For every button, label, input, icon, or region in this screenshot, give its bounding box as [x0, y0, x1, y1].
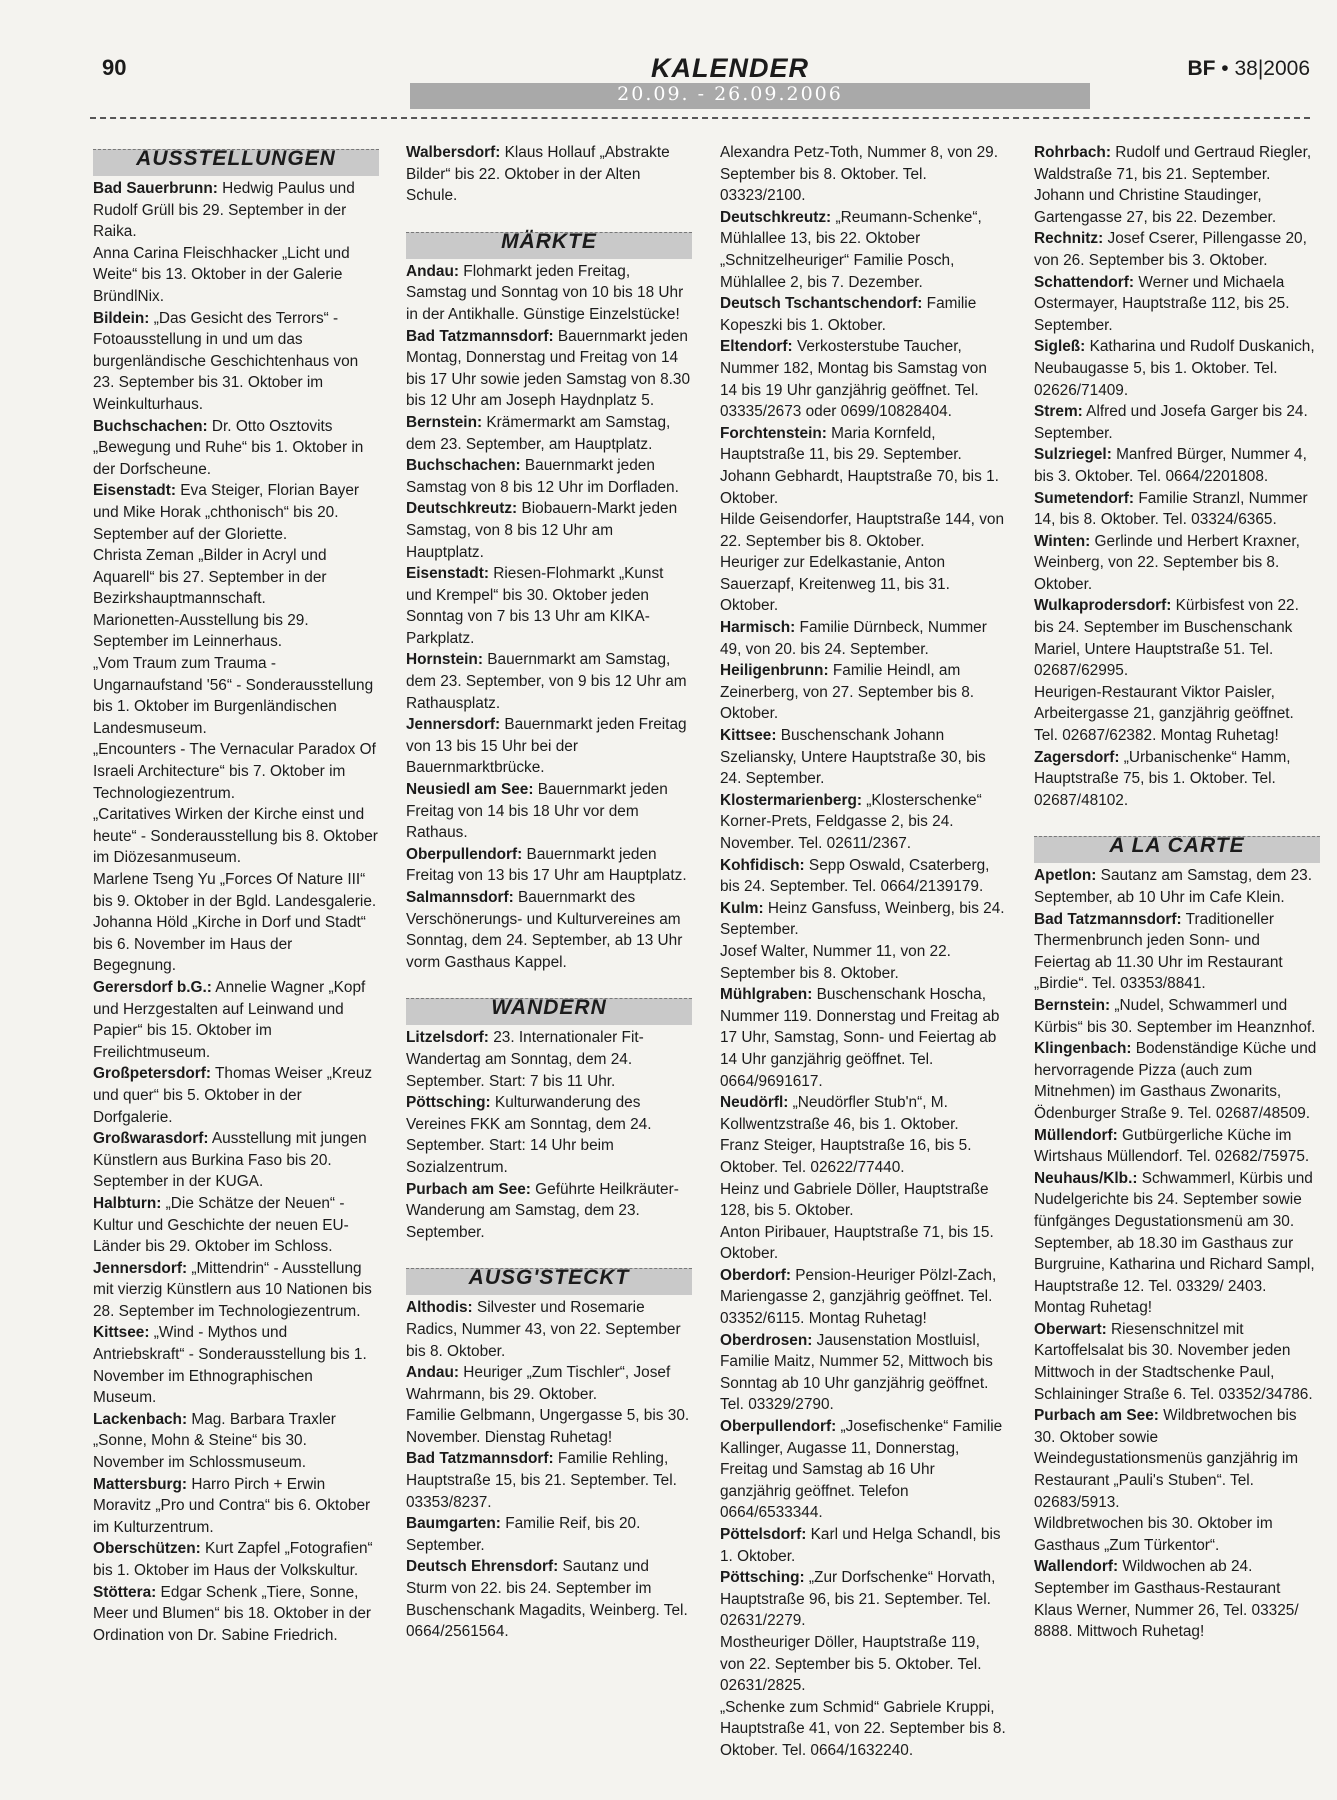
entry: Anton Piribauer, Hauptstraße 71, bis 15. Oktober. — [720, 1223, 994, 1263]
entry: Gerersdorf b.G.: Annelie Wagner „Kopf und Herzgestalten auf Leinwand und Papier“ bis 15. Oktober im Freilichtmuseum. — [93, 978, 366, 1061]
entry: Neusiedl am See: Bauernmarkt jeden Freitag von 14 bis 18 Uhr vor dem Rathaus. — [406, 781, 668, 842]
entry: Purbach am See: Wildbretwochen bis 30. Oktober sowie Weindegustationsmenüs ganzjährig im Restaurant „Pauli's Stuben“. Tel. 02683/5913. — [1034, 1407, 1299, 1511]
entry: „Encounters - The Vernacular Paradox Of Israeli Architecture“ bis 7. Oktober im Technologiezentrum. — [93, 741, 376, 802]
entry: Deutsch Tschantschendorf: Familie Kopeszki bis 1. Oktober. — [720, 295, 977, 334]
entry: Buchschachen: Bauernmarkt jeden Samstag von 8 bis 12 Uhr im Dorfladen. — [406, 457, 679, 496]
entry: Jennersdorf: „Mittendrin“ - Ausstellung mit vierzig Künstlern aus 10 Nationen bis 28. September im Technologiezentrum. — [93, 1259, 372, 1320]
entry: Christa Zeman „Bilder in Acryl und Aquarell“ bis 27. September in der Bezirkshauptmannschaft. — [93, 547, 327, 608]
entry: Stöttera: Edgar Schenk „Tiere, Sonne, Meer und Blumen“ bis 18. Oktober in der Ordination von Dr. Sabine Friedrich. — [93, 1583, 372, 1644]
page-header — [90, 55, 1310, 117]
entry: Deutschkreutz: „Reumann-Schenke“, Mühlallee 13, bis 22. Oktober — [720, 208, 982, 248]
entry: „Vom Traum zum Trauma - Ungarnaufstand '56“ - Sonderausstellung bis 1. Oktober im Burgenländischen Landesmuseum. — [93, 655, 374, 737]
entry: Oberdrosen: Jausenstation Mostluisl, Familie Maitz, Nummer 52, Mittwoch bis Sonntag ab 10 Uhr ganzjährig geöffnet. Tel. 03329/2790. — [720, 1331, 993, 1414]
entry: Andau: Flohmarkt jeden Freitag, Samstag und Sonntag von 10 bis 18 Uhr in der Antikhalle. Günstige Einzelstücke! — [406, 262, 684, 323]
entry: Neuhaus/Klb.: Schwammerl, Kürbis und Nudelgerichte bis 24. September sowie fünfgänges Degustationsmenü am 30. September, ab 18.30 im Gasthaus zur Burgruine, Katharina und Richard Sampl, Hauptstraße 12. Tel. 03329/ 2403. Montag Ruhetag! — [1034, 1169, 1315, 1317]
entry: Purbach am See: Geführte Heilkräuter-Wanderung am Samstag, dem 23. September. — [406, 1180, 679, 1241]
entry: Wildbretwochen bis 30. Oktober im Gasthaus „Zum Türkentor“. — [1034, 1515, 1273, 1554]
entry: Oberdorf: Pension-Heuriger Pölzl-Zach, Mariengasse 2, ganzjährig geöffnet. Tel. 03352/6115. Montag Ruhetag! — [720, 1266, 997, 1328]
entry: „Schnitzelheuriger“ Familie Posch, Mühlallee 2, bis 7. Dezember. — [720, 251, 955, 291]
entry: Sigleß: Katharina und Rudolf Duskanich, Neubaugasse 5, bis 1. Oktober. Tel. 02626/71409. — [1034, 338, 1315, 399]
entry: Bad Tatzmannsdorf: Traditioneller Thermenbrunch jeden Sonn- und Feiertag ab 11.30 Uhr im Restaurant „Birdie“. Tel. 03353/8841. — [1034, 910, 1283, 993]
entry: Großwarasdorf: Ausstellung mit jungen Künstlern aus Burkina Faso bis 20. September in der KUGA. — [93, 1130, 367, 1191]
entry: Pöttsching: Kulturwanderung des Vereines FKK am Sonntag, dem 24. September. Start: 14 Uhr beim Sozialzentrum. — [406, 1094, 652, 1176]
entry: Wulkaprodersdorf: Kürbisfest von 22. bis 24. September im Buschenschank Mariel, Untere Hauptstraße 51. Tel. 02687/62995. — [1034, 597, 1299, 680]
entry: Johann Gebhardt, Hauptstraße 70, bis 1. Oktober. — [720, 467, 999, 507]
entry: Salmannsdorf: Bauernmarkt des Verschönerungs- und Kulturvereines am Sonntag, dem 24. September, ab 13 Uhr vorm Gasthaus Kappel. — [406, 889, 683, 971]
entry: Litzelsdorf: 23. Internationaler Fit-Wandertag am Sonntag, dem 24. September. Start: 7 bis 11 Uhr. — [406, 1029, 644, 1090]
entry: Pöttsching: „Zur Dorfschenke“ Horvath, Hauptstraße 96, bis 21. September. Tel. 02631/2279. — [720, 1569, 996, 1630]
entry: Mattersburg: Harro Pirch + Erwin Moravitz „Pro und Contra“ bis 6. Oktober im Kulturzentrum. — [93, 1475, 371, 1536]
section-header-wandern: WANDERN — [406, 991, 692, 1025]
entry: Klingenbach: Bodenständige Küche und hervorragende Pizza (auch zum Mitnehmen) im Gasthaus Zwonarits, Ödenburger Straße 9. Tel. 02687/48509. — [1034, 1040, 1317, 1122]
entry: Buchschachen: Dr. Otto Osztovits „Bewegung und Ruhe“ bis 1. Oktober in der Dorfscheune. — [93, 417, 364, 478]
entry: Marlene Tseng Yu „Forces Of Nature III“ bis 9. Oktober in der Bgld. Landesgalerie. — [93, 871, 377, 910]
entry: Andau: Heuriger „Zum Tischler“, Josef Wahrmann, bis 29. Oktober. — [406, 1364, 671, 1403]
entry: Deutschkreutz: Biobauern-Markt jeden Samstag, von 8 bis 12 Uhr am Hauptplatz. — [406, 500, 678, 561]
entry: Halbturn: „Die Schätze der Neuen“ - Kultur und Geschichte der neuen EU-Länder bis 29. Oktober im Schloss. — [93, 1194, 349, 1256]
entry: Johann und Christine Staudinger, Gartengasse 27, bis 22. Dezember. — [1034, 187, 1277, 226]
entry: Oberpullendorf: Bauernmarkt jeden Freitag von 13 bis 17 Uhr am Hauptplatz. — [406, 845, 687, 885]
entry: Wallendorf: Wildwochen ab 24. September im Gasthaus-Restaurant Klaus Werner, Nummer 26, Tel. 03325/ 8888. Mittwoch Ruhetag! — [1034, 1558, 1299, 1641]
entry: Schattendorf: Werner und Michaela Ostermayer, Hauptstraße 112, bis 25. September. — [1034, 273, 1290, 334]
entry: Familie Gelbmann, Ungergasse 5, bis 30. November. Dienstag Ruhetag! — [406, 1407, 690, 1446]
entry: Mühlgraben: Buschenschank Hoscha, Nummer 119. Donnerstag und Freitag ab 17 Uhr, Samstag, Sonn- und Feiertag ab 14 Uhr ganzjährig geöffnet. Tel. 0664/9691617. — [720, 986, 1000, 1090]
entry: Kittsee: „Wind - Mythos und Antriebskraft“ - Sonderausstellung bis 1. November im Ethnographischen Museum. — [93, 1324, 367, 1407]
entry: Eisenstadt: Riesen-Flohmarkt „Kunst und Krempel“ bis 30. Oktober jeden Sonntag von 7 bis 13 Uhr am KIKA-Parkplatz. — [406, 565, 664, 647]
entry: Alexandra Petz-Toth, Nummer 8, von 29. September bis 8. Oktober. Tel. 03323/2100. — [720, 144, 999, 205]
entry: Rohrbach: Rudolf und Gertraud Riegler, Waldstraße 71, bis 21. September. — [1034, 144, 1312, 183]
entry: Oberschützen: Kurt Zapfel „Fotografien“ bis 1. Oktober im Haus der Volkskultur. — [93, 1540, 373, 1579]
entry: Hornstein: Bauernmarkt am Samstag, dem 23. September, von 9 bis 12 Uhr am Rathausplatz. — [406, 651, 687, 712]
column-4 — [1034, 142, 1320, 1643]
entry: Harmisch: Familie Dürnbeck, Nummer 49, von 20. bis 24. September. — [720, 619, 987, 658]
entry: Jennersdorf: Bauernmarkt jeden Freitag von 13 bis 15 Uhr bei der Bauernmarktbrücke. — [406, 716, 687, 777]
entry: „Caritatives Wirken der Kirche einst und heute“ - Sonderausstellung bis 8. Oktober im Diözesanmuseum. — [93, 806, 378, 867]
entry: Kohfidisch: Sepp Oswald, Csaterberg, bis 24. September. Tel. 0664/2139179. — [720, 856, 990, 896]
entry: Bad Sauerbrunn: Hedwig Paulus und Rudolf Grüll bis 29. September in der Raika. — [93, 180, 355, 241]
entry: Sumetendorf: Familie Stranzl, Nummer 14, bis 8. Oktober. Tel. 03324/6365. — [1034, 489, 1308, 529]
entry: Johanna Höld „Kirche in Dorf und Stadt“ bis 6. November im Haus der Begegnung. — [93, 914, 366, 975]
header-divider — [90, 117, 1310, 119]
date-range: 20.09. - 26.09.2006 — [617, 83, 843, 105]
entry: Bad Tatzmannsdorf: Familie Rehling, Hauptstraße 15, bis 21. September. Tel. 03353/8237. — [406, 1450, 677, 1511]
page-title: KALENDER — [650, 53, 810, 83]
issue-number: • 38|2006 — [1221, 57, 1310, 80]
entry: Bernstein: Krämermarkt am Samstag, dem 23. September, am Hauptplatz. — [406, 413, 671, 453]
entry: Bernstein: „Nudel, Schwammerl und Kürbis“ bis 30. September im Heanznhof. — [1034, 996, 1316, 1036]
entry: Althodis: Silvester und Rosemarie Radics, Nummer 43, von 22. September bis 8. Oktober. — [406, 1299, 681, 1360]
entry: Forchtenstein: Maria Kornfeld, Hauptstraße 11, bis 29. September. — [720, 424, 962, 464]
section-header-a-la-carte: A LA CARTE — [1034, 829, 1320, 863]
entry: Marionetten-Ausstellung bis 29. September im Leinnerhaus. — [93, 611, 309, 651]
entry: Walbersdorf: Klaus Hollauf „Abstrakte Bilder“ bis 22. Oktober in der Alten Schule. — [406, 144, 670, 205]
column-2 — [406, 142, 692, 1643]
entry: Rechnitz: Josef Cserer, Pillengasse 20, von 26. September bis 3. Oktober. — [1034, 230, 1307, 269]
entry: Apetlon: Sautanz am Samstag, dem 23. September, ab 10 Uhr im Cafe Klein. — [1034, 867, 1312, 906]
entry: Heuriger zur Edelkastanie, Anton Sauerzapf, Kreitenweg 11, bis 31. Oktober. — [720, 554, 950, 615]
section-header-maerkte: MÄRKTE — [406, 225, 692, 259]
section-header-ausstellungen: AUSSTELLUNGEN — [93, 142, 379, 176]
entry: Bad Tatzmannsdorf: Bauernmarkt jeden Montag, Donnerstag und Freitag von 14 bis 17 Uhr sowie jeden Samstag von 8.30 bis 12 Uhr am Joseph Haydnplatz 5. — [406, 327, 691, 410]
entry: Heurigen-Restaurant Viktor Paisler, Arbeitergasse 21, ganzjährig geöffnet. Tel. 02687/62382. Montag Ruhetag! — [1034, 683, 1294, 745]
column-1 — [93, 142, 379, 1646]
entry: Josef Walter, Nummer 11, von 22. September bis 8. Oktober. — [720, 942, 951, 982]
entry: Kulm: Heinz Gansfuss, Weinberg, bis 24. September. — [720, 899, 1005, 939]
entry: Eisenstadt: Eva Steiger, Florian Bayer und Mike Horak „chthonisch“ bis 20. September auf der Gloriette. — [93, 482, 360, 543]
entry: Kittsee: Buschenschank Johann Szeliansky, Untere Hauptstraße 30, bis 24. September. — [720, 727, 986, 788]
page-number: 90 — [102, 55, 127, 80]
entry: Lackenbach: Mag. Barbara Traxler „Sonne, Mohn & Steine“ bis 30. November im Schlossmuseum. — [93, 1410, 336, 1472]
issue-info — [1187, 57, 1310, 81]
entry: Strem: Alfred und Josefa Garger bis 24. September. — [1034, 403, 1308, 442]
entry: Oberwart: Riesenschnitzel mit Kartoffelsalat bis 30. November jeden Mittwoch in der Stadtschenke Paul, Schlaininger Straße 6. Tel. 03352/34786. — [1034, 1320, 1313, 1403]
entry: Oberpullendorf: „Josefischenke“ Familie Kallinger, Augasse 11, Donnerstag, Freitag und Samstag ab 16 Uhr ganzjährig geöffnet. Telefon 0664/6533344. — [720, 1418, 1003, 1522]
entry: Bildein: „Das Gesicht des Terrors“ - Fotoausstellung in und um das burgenländische Geschichtenhaus von 23. September bis 31. Oktober im Weinkulturhaus. — [93, 309, 359, 413]
entry: Neudörfl: „Neudörfler Stub'n“, M. Kollwentzstraße 46, bis 1. Oktober. — [720, 1094, 959, 1133]
section-header-ausgsteckt: AUSG'STECKT — [406, 1261, 692, 1295]
entry: Franz Steiger, Hauptstraße 16, bis 5. Oktober. Tel. 02622/77440. — [720, 1137, 972, 1176]
entry: Hilde Geisendorfer, Hauptstraße 144, von 22. September bis 8. Oktober. — [720, 511, 1005, 550]
entry: Winten: Gerlinde und Herbert Kraxner, Weinberg, von 22. September bis 8. Oktober. — [1034, 532, 1300, 593]
entry: „Schenke zum Schmid“ Gabriele Kruppi, Hauptstraße 41, von 22. September bis 8. Oktober. Tel. 0664/1632240. — [720, 1698, 1006, 1759]
entry: Sulzriegel: Manfred Bürger, Nummer 4, bis 3. Oktober. Tel. 0664/2201808. — [1034, 446, 1307, 485]
entry: Anna Carina Fleischhacker „Licht und Weite“ bis 13. Oktober in der Galerie BründlNix. — [93, 244, 350, 305]
entry: Großpetersdorf: Thomas Weiser „Kreuz und quer“ bis 5. Oktober in der Dorfgalerie. — [93, 1065, 373, 1126]
entry: Klostermarienberg: „Klosterschenke“ Korner-Prets, Feldgasse 2, bis 24. November. Tel. 02611/2367. — [720, 791, 982, 852]
entry: Baumgarten: Familie Reif, bis 20. September. — [406, 1515, 641, 1554]
entry: Mostheuriger Döller, Hauptstraße 119, von 22. September bis 5. Oktober. Tel. 02631/2825. — [720, 1633, 982, 1695]
entry: Eltendorf: Verkosterstube Taucher, Nummer 182, Montag bis Samstag von 14 bis 19 Uhr ganzjährig geöffnet. Tel. 03335/2673 oder 0699/10828404. — [720, 338, 987, 421]
entry: Heiligenbrunn: Familie Heindl, am Zeinerberg, von 27. September bis 8. Oktober. — [720, 662, 975, 723]
entry: Deutsch Ehrensdorf: Sautanz und Sturm von 22. bis 24. September im Buschenschank Magadits, Weinberg. Tel. 0664/2561564. — [406, 1558, 688, 1641]
entry: Zagersdorf: „Urbanischenke“ Hamm, Hauptstraße 75, bis 1. Oktober. Tel. 02687/48102. — [1034, 748, 1291, 809]
column-3 — [720, 142, 1006, 1762]
entry: Heinz und Gabriele Döller, Hauptstraße 128, bis 5. Oktober. — [720, 1180, 989, 1220]
entry: Müllendorf: Gutbürgerliche Küche im Wirtshaus Müllendorf. Tel. 02682/75975. — [1034, 1126, 1310, 1166]
entry: Pöttelsdorf: Karl und Helga Schandl, bis 1. Oktober. — [720, 1526, 1001, 1565]
brand-logo: BF — [1187, 57, 1216, 80]
